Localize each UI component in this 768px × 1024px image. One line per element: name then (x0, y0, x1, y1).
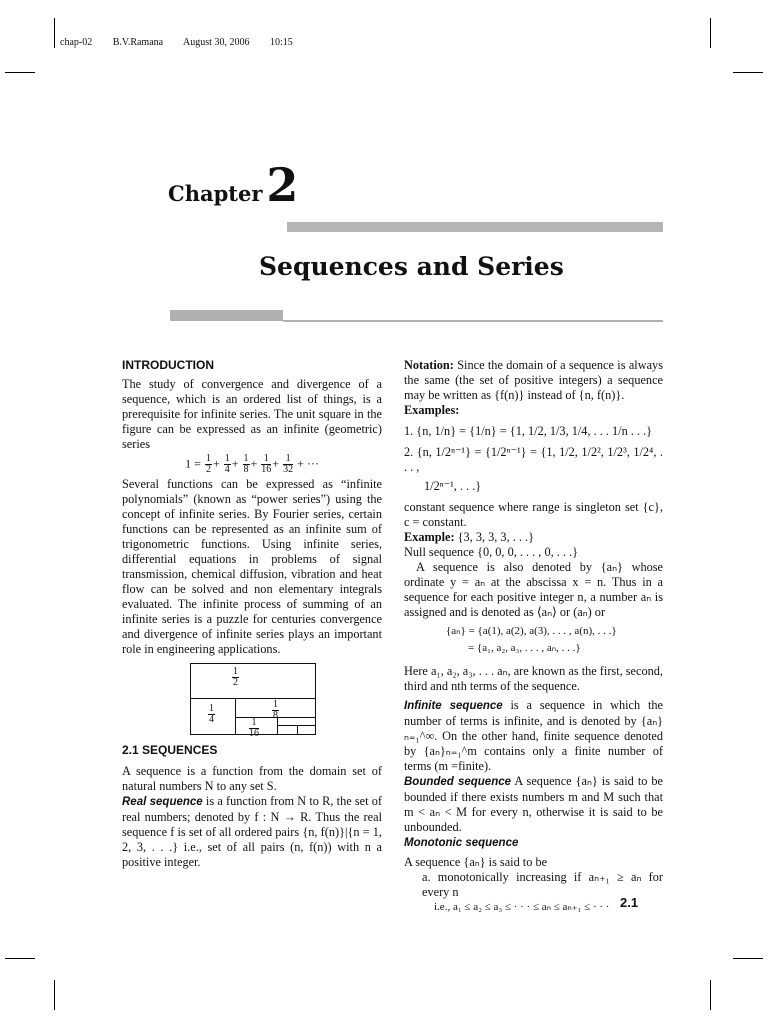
fraction-half: $\frac{1}{2}$ (205, 453, 211, 475)
header-time: 10:15 (269, 37, 293, 48)
sequence-equation-1: {aₙ} = {a(1), a(2), a(3), . . . , a(n), . . .} (446, 625, 617, 637)
example-text: {3, 3, 3, 3, . . .} (454, 530, 534, 544)
title-rule-line (283, 320, 663, 322)
page-number: 2.1 (620, 895, 639, 910)
crop-mark (54, 980, 55, 1010)
chapter-number: 2 (266, 158, 299, 212)
chapter-word: Chapter (168, 181, 263, 206)
infinite-sequence-paragraph (404, 698, 663, 774)
bounded-sequence-heading: Bounded sequence (404, 776, 512, 788)
infinite-sequence-text: is a sequence in which the number of terms is infinite, and is denoted by {aₙ}ₙ₌₁^∞. On the other hand, finite sequence denoted by {aₙ}ₙ₌₁^m contains only a finite number of terms (m =finite). (404, 698, 663, 773)
figure-label-eighth: $\frac{1}{8}$ (273, 699, 278, 721)
unit-square-figure (190, 663, 316, 739)
header-author: B.V.Ramana (112, 37, 164, 48)
infinite-sequence-heading: Infinite sequence (404, 700, 503, 712)
example-2-continued: 1/2ⁿ⁻¹, . . .} (424, 479, 482, 493)
monotonic-inequality: i.e., a₁ ≤ a₂ ≤ a₃ ≤ · · · ≤ aₙ ≤ aₙ₊₁ ≤ · · · (434, 901, 610, 913)
monotonic-intro: A sequence {aₙ} is said to be (404, 855, 548, 869)
monotonic-increasing-item: a. monotonically increasing if aₙ₊₁ ≥ aₙ for every n (422, 870, 663, 899)
intro-paragraph-2: Several functions can be expressed as “infinite polynomials” (known as “power series”) using the concept of infinite series. By Fourier series, certain functions can be represented as an infinite sum of trigonometric functions. Using infinite series, differential equations in problems of signal transmission, chemical diffusion, vibration and heat flow can be solved and non elementary integrals evaluated. The infinite process of summing of an infinite series is a puzzle for centuries convergence and divergence of infinite series plays an important role in engineering applications. (122, 477, 382, 656)
example-constant (404, 530, 663, 545)
bounded-sequence-text: A sequence {aₙ} is said to be bounded if there exists numbers m and M such that m < aₙ < M for every n, otherwise it is said to be unbounded. (404, 774, 663, 834)
crop-mark (54, 18, 55, 48)
right-column (404, 358, 663, 915)
left-column (122, 358, 382, 870)
example-2: 2. {n, 1/2ⁿ⁻¹} = {1/2ⁿ⁻¹} = {1, 1/2, 1/2², 1/2³, 1/2⁴, . . . , (404, 445, 663, 474)
crop-mark (5, 958, 35, 959)
fraction-quarter: $\frac{1}{4}$ (224, 453, 230, 475)
chapter-rule (287, 222, 663, 232)
header-file: chap-02 (60, 37, 93, 48)
fraction-thirtysecond: $\frac{1}{32}$ (283, 453, 294, 475)
null-sequence: Null sequence {0, 0, 0, . . . , 0, . . .} (404, 545, 579, 559)
figure-label-quarter: $\frac{1}{4}$ (209, 703, 214, 725)
notation-text: Since the domain of a sequence is always the same (the set of positive integers) a sequence may be written as {f(n)} instead of {n, f(n)}. (404, 358, 663, 402)
real-sequence-heading: Real sequence (122, 796, 203, 808)
geometric-series-equation: 1 = $\frac{1}{2}$ + $\frac{1}{4}$ + $\frac{1}{8}$ + $\frac{1}{16}$ + $\frac{1}{32}$ + ··· (185, 453, 319, 475)
terms-paragraph: Here a₁, a₂, a₃, . . . aₙ, are known as the first, second, third and nth terms of the sequence. (404, 664, 663, 693)
title-rule-block (170, 310, 283, 321)
crop-mark (710, 980, 711, 1010)
example-1: 1. {n, 1/n} = {1/n} = {1, 1/2, 1/3, 1/4, . . . 1/n . . .} (404, 424, 653, 438)
sequence-definition: A sequence is a function from the domain set of natural numbers N to any set S. (122, 764, 382, 793)
header-date: August 30, 2006 (183, 37, 250, 48)
example-label: Example: (404, 530, 455, 544)
constant-sequence: constant sequence where range is singleton set {c}, c = constant. (404, 500, 663, 529)
chapter-title: Sequences and Series (259, 252, 564, 281)
monotonic-sequence-heading: Monotonic sequence (404, 837, 519, 849)
notation-paragraph (404, 358, 663, 403)
real-sequence-paragraph (122, 794, 382, 870)
section-heading-sequences: 2.1 SEQUENCES (122, 743, 218, 757)
chapter-label (168, 158, 298, 212)
examples-label: Examples: (404, 403, 460, 417)
fraction-sixteenth: $\frac{1}{16}$ (261, 453, 272, 475)
notation-label: Notation: (404, 358, 454, 372)
figure-label-half: $\frac{1}{2}$ (233, 666, 238, 688)
crop-mark (733, 958, 763, 959)
sequence-equation-2: = {a₁, a₂, a₃, . . . , aₙ, . . .} (468, 642, 581, 654)
crop-mark (5, 72, 35, 73)
real-sequence-text: is a function from N to R, the set of real numbers; denoted by f : N → R. Thus the real sequence f is set of all ordered pairs {n, f(n)}|{n = 1, 2, 3, . . .} i.e., set of all pairs (n, f(n)) with n a positive integer. (122, 794, 382, 869)
crop-mark (710, 18, 711, 48)
intro-paragraph-1: The study of convergence and divergence of a sequence, which is an ordered list of things, is a prerequisite for infinite series. The unit square in the figure can be expressed as an infinite (geometric) series (122, 377, 382, 451)
fraction-eighth: $\frac{1}{8}$ (243, 453, 249, 475)
series-tail: + ··· (297, 456, 319, 471)
bounded-sequence-paragraph (404, 774, 663, 835)
running-header (60, 37, 311, 48)
crop-mark (733, 72, 763, 73)
figure-label-sixteenth: $\frac{1}{16}$ (249, 717, 259, 739)
also-denoted-paragraph: A sequence is also denoted by {aₙ} whose ordinate y = aₙ at the abscissa x = n. Thus in a sequence for each positive integer n, a number aₙ is assigned and is denoted as ⟨aₙ⟩ or (aₙ) or (404, 560, 663, 619)
intro-heading: INTRODUCTION (122, 358, 214, 372)
series-lhs: 1 = (185, 456, 201, 471)
